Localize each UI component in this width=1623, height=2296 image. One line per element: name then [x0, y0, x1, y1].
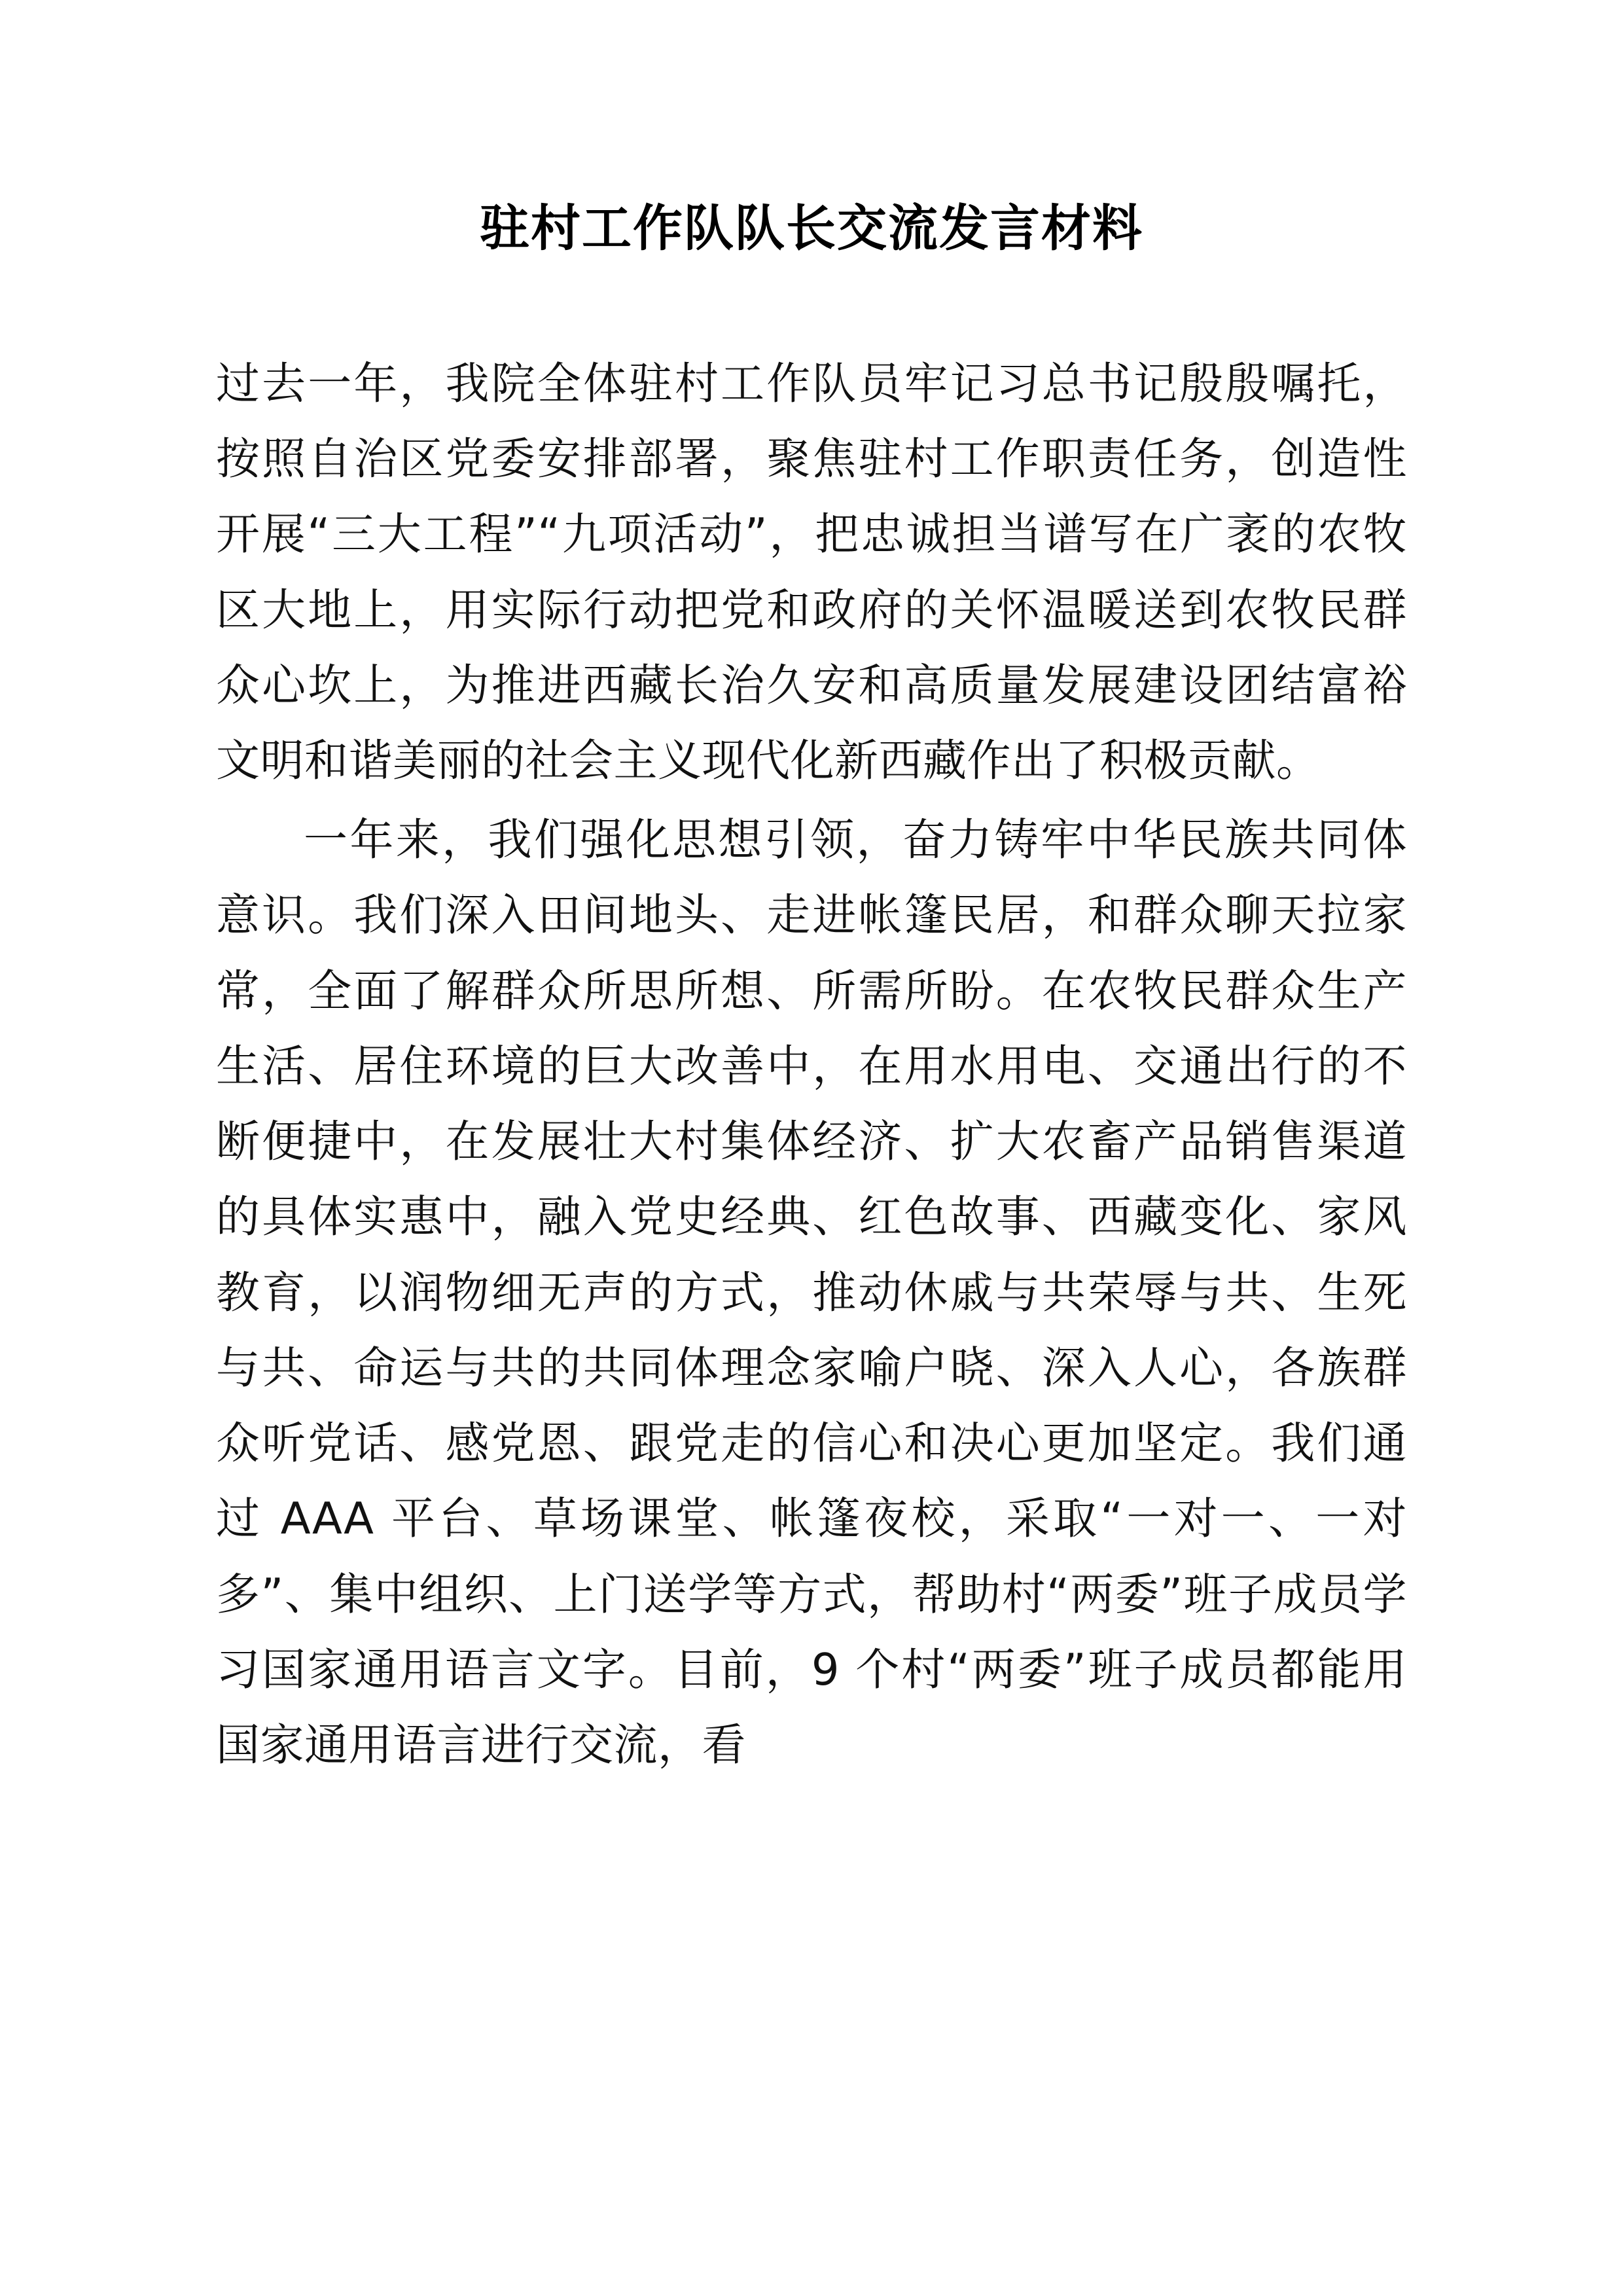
document-body — [216, 346, 1407, 1783]
page-title: 驻村工作队队长交流发言材料 — [480, 199, 1143, 257]
paragraph-2: 一年来，我们强化思想引领，奋力铸牢中华民族共同体意识。我们深入田间地头、走进帐篷民居，和群众聊天拉家常，全面了解群众所思所想、所需所盼。在农牧民群众生产生活、居住环境的巨大改善中，在用水用电、交通出行的不断便捷中，在发展壮大村集体经济、扩大农畜产品销售渠道的具体实惠中，融入党史经典、红色故事、西藏变化、家风教育，以润物细无声的方式，推动休戚与共荣辱与共、生死与共、命运与共的共同体理念家喻户晓、深入人心，各族群众听党话、感党恩、跟党走的信心和决心更加坚定。我们通过 AAA 平台、草场课堂、帐篷夜校，采取“一对一、一对多”、集中组织、上门送学等方式，帮助村“两委”班子成员学习国家通用语言文字。目前，9 个村“两委”班子成员都能用国家通用语言进行交流，看 — [216, 814, 1407, 1771]
paragraph-1: 过去一年，我院全体驻村工作队员牢记习总书记殷殷嘱托，按照自治区党委安排部署，聚焦驻村工作职责任务，创造性开展“三大工程”“九项活动”，把忠诚担当谱写在广袤的农牧区大地上，用实际行动把党和政府的关怀温暖送到农牧民群众心坎上，为推进西藏长治久安和高质量发展建设团结富裕文明和谐美丽的社会主义现代化新西藏作出了积极贡献。 — [216, 357, 1407, 786]
